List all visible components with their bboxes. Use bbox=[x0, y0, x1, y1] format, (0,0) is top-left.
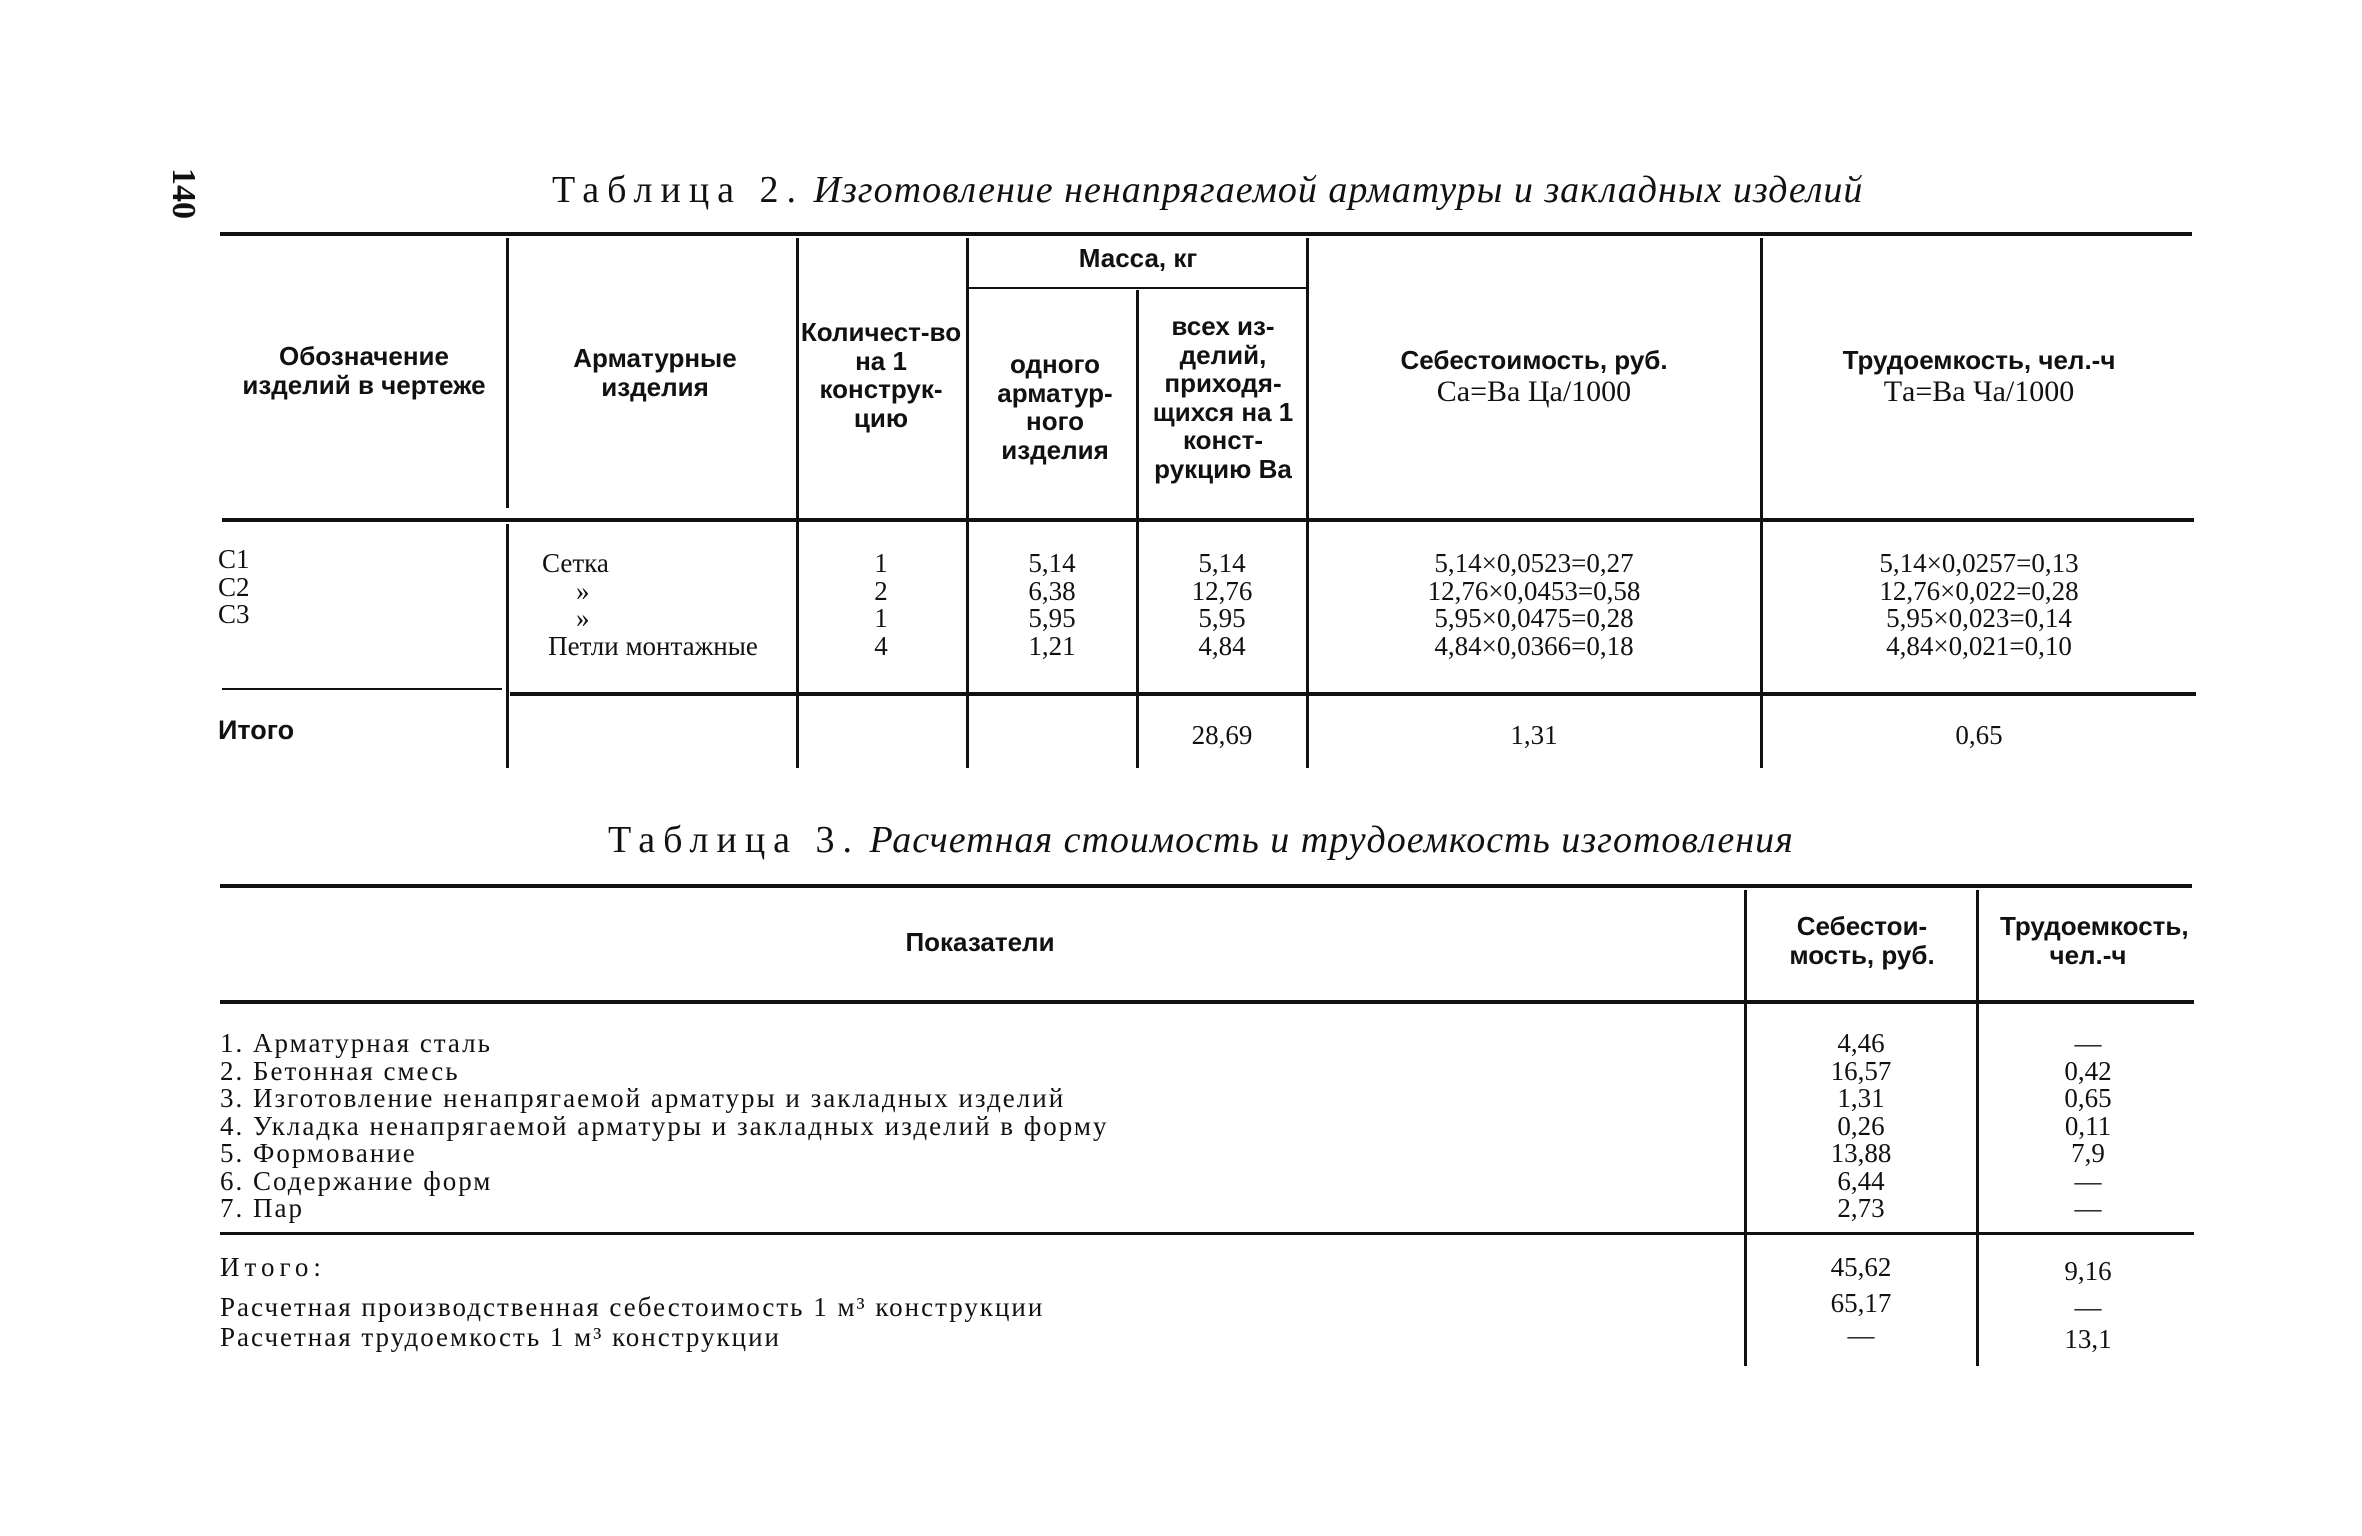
t2-col-items bbox=[512, 550, 794, 660]
t3-col-names bbox=[220, 1030, 1740, 1223]
t2-vline-1b bbox=[506, 524, 509, 768]
table-row-qty: 2 bbox=[874, 575, 888, 606]
table-row-labor: 4,84×0,021=0,10 bbox=[1886, 630, 2072, 661]
t3-vline-1 bbox=[1744, 890, 1747, 1366]
page-number: 140 bbox=[165, 168, 202, 219]
table-row-item: » bbox=[576, 575, 590, 606]
list-item-cost: 16,57 bbox=[1830, 1055, 1892, 1086]
list-item: 6. Содержание форм bbox=[220, 1165, 493, 1196]
table-row-item: Сетка bbox=[542, 548, 609, 578]
t2-vline-4 bbox=[1136, 290, 1139, 768]
list-item-cost: 1,31 bbox=[1837, 1083, 1885, 1114]
table-row-mass-all: 5,14 bbox=[1198, 548, 1246, 578]
t3-total-cost: 45,62 bbox=[1830, 1252, 1892, 1282]
table-row-labor: 5,95×0,023=0,14 bbox=[1886, 603, 2072, 634]
table2-header-rule bbox=[222, 518, 2194, 522]
t2-total-label: Итого bbox=[218, 715, 295, 745]
table-row-mass-all: 4,84 bbox=[1198, 630, 1246, 661]
t3-header-labor: Трудоемкость, чел.-ч bbox=[2000, 911, 2189, 970]
t2-vline-1a bbox=[506, 238, 509, 508]
list-item-labor: — bbox=[2074, 1193, 2102, 1224]
list-item-cost: 0,26 bbox=[1837, 1110, 1885, 1141]
t3-vline-2 bbox=[1976, 890, 1979, 1366]
t3-extra-row-2-cost: — bbox=[1847, 1320, 1875, 1350]
t2-header-quantity: Количест-во на 1 конструк-цию bbox=[800, 317, 962, 433]
table-row-labor: 12,76×0,022=0,28 bbox=[1879, 575, 2079, 606]
table2-top-rule bbox=[220, 232, 2192, 236]
t3-total-label: Итого: bbox=[220, 1252, 326, 1282]
table-row-mass-one: 5,95 bbox=[1028, 603, 1076, 634]
t2-header-labor bbox=[1766, 346, 2192, 408]
table-row-item: Петли монтажные bbox=[548, 630, 758, 661]
t2-vline-3 bbox=[966, 238, 969, 768]
t2-total-mass-all: 28,69 bbox=[1191, 720, 1253, 750]
table-row-designation: С1 bbox=[218, 544, 250, 574]
list-item-labor: — bbox=[2074, 1165, 2102, 1196]
list-item: 1. Арматурная сталь bbox=[220, 1028, 492, 1058]
table-row-qty: 1 bbox=[874, 548, 888, 578]
table-row-cost: 4,84×0,0366=0,18 bbox=[1434, 630, 1634, 661]
list-item: 4. Укладка ненапрягаемой арматуры и закладных изделий в форму bbox=[220, 1110, 1109, 1141]
table3-caption bbox=[608, 818, 1794, 862]
table2-caption bbox=[552, 168, 1863, 212]
list-item-labor: — bbox=[2074, 1028, 2102, 1058]
t2-header-labor-formula: Tа=Ва Ча/1000 bbox=[1883, 374, 2075, 408]
table2-total-rule bbox=[510, 692, 2196, 696]
t2-col-qty bbox=[800, 550, 962, 660]
table-row-mass-all: 5,95 bbox=[1198, 603, 1246, 634]
t2-total-labor: 0,65 bbox=[1955, 720, 2003, 750]
t2-col-mass-all bbox=[1140, 550, 1304, 660]
t3-extra-row-2: Расчетная трудоемкость 1 м³ конструкции bbox=[220, 1322, 781, 1352]
table3-caption-label: Таблица 3. bbox=[608, 819, 861, 861]
t2-header-labor-label: Трудоемкость, чел.-ч bbox=[1842, 345, 2116, 375]
t2-vline-5 bbox=[1306, 238, 1309, 768]
list-item: 2. Бетонная смесь bbox=[220, 1055, 460, 1086]
table2-caption-title: Изготовление ненапрягаемой арматуры и закладных изделий bbox=[813, 169, 1864, 211]
t3-col-cost bbox=[1750, 1030, 1972, 1223]
table-row-designation: С2 bbox=[218, 571, 250, 602]
t2-header-cost-label: Себестоимость, руб. bbox=[1400, 345, 1668, 375]
t2-header-mass: Масса, кг bbox=[1078, 243, 1198, 273]
t2-col-mass-one bbox=[970, 550, 1134, 660]
table-row-item: » bbox=[576, 603, 590, 634]
t2-col-labor bbox=[1764, 550, 2194, 660]
table3-top-rule bbox=[220, 884, 2192, 888]
t3-extra-row-1: Расчетная производственная себестоимость 1 м³ конструкции bbox=[220, 1292, 1045, 1322]
t3-header-cost: Себестои-мость, руб. bbox=[1789, 911, 1935, 970]
table-row-cost: 5,95×0,0475=0,28 bbox=[1434, 603, 1634, 634]
table-row-mass-all: 12,76 bbox=[1191, 575, 1253, 606]
table-row-mass-one: 6,38 bbox=[1028, 575, 1076, 606]
table-row-qty: 1 bbox=[874, 603, 888, 634]
list-item-cost: 4,46 bbox=[1837, 1028, 1885, 1058]
t3-extra-row-2-labor: 13,1 bbox=[2064, 1324, 2112, 1354]
table-row-mass-one: 1,21 bbox=[1028, 630, 1076, 661]
table-row-qty: 4 bbox=[874, 630, 888, 661]
t2-vline-6 bbox=[1760, 238, 1763, 768]
table3-total-rule bbox=[220, 1232, 2194, 1235]
table-row-designation: С3 bbox=[218, 599, 250, 630]
list-item-cost: 6,44 bbox=[1837, 1165, 1885, 1196]
table2-mass-rule bbox=[968, 287, 1306, 289]
list-item-labor: 0,42 bbox=[2064, 1055, 2112, 1086]
t2-col-cost bbox=[1310, 550, 1758, 660]
table-row-mass-one: 5,14 bbox=[1028, 548, 1076, 578]
t2-header-cost-formula: Cа=Ва Ца/1000 bbox=[1436, 374, 1632, 408]
table-row-cost: 5,14×0,0523=0,27 bbox=[1434, 548, 1634, 578]
t2-col-designation bbox=[218, 546, 298, 629]
t2-header-mass-all: всех из-делий, приходя-щихся на 1 конст-рукцию Ва bbox=[1152, 311, 1294, 484]
table2-caption-label: Таблица 2. bbox=[552, 169, 805, 211]
t3-total-labor: 9,16 bbox=[2064, 1256, 2112, 1286]
table3-caption-title: Расчетная стоимость и трудоемкость изготовления bbox=[869, 819, 1794, 861]
t2-header-designation: Обозначение изделий в чертеже bbox=[242, 341, 486, 400]
t3-header-indicator: Показатели bbox=[905, 927, 1055, 957]
t3-extra-row-1-labor: — bbox=[2074, 1292, 2102, 1322]
list-item-cost: 13,88 bbox=[1830, 1138, 1892, 1169]
t3-extra-row-1-cost: 65,17 bbox=[1830, 1288, 1892, 1318]
t2-header-cost bbox=[1312, 346, 1756, 408]
list-item-cost: 2,73 bbox=[1837, 1193, 1885, 1224]
t2-header-mass-one: одного арматур-ного изделия bbox=[997, 349, 1113, 465]
table2-total-rule-left bbox=[222, 688, 502, 690]
table3-header-rule bbox=[220, 1000, 2194, 1004]
t2-total-cost: 1,31 bbox=[1510, 720, 1558, 750]
list-item-labor: 0,65 bbox=[2064, 1083, 2112, 1114]
list-item: 5. Формование bbox=[220, 1138, 417, 1169]
t2-header-items: Арматурные изделия bbox=[573, 343, 737, 402]
list-item-labor: 7,9 bbox=[2071, 1138, 2105, 1169]
list-item-labor: 0,11 bbox=[2064, 1110, 2112, 1141]
table-row-labor: 5,14×0,0257=0,13 bbox=[1879, 548, 2079, 578]
t2-vline-2 bbox=[796, 238, 799, 768]
t3-col-labor bbox=[1982, 1030, 2194, 1223]
list-item: 7. Пар bbox=[220, 1193, 304, 1224]
list-item: 3. Изготовление ненапрягаемой арматуры и закладных изделий bbox=[220, 1083, 1066, 1114]
table-row-cost: 12,76×0,0453=0,58 bbox=[1427, 575, 1641, 606]
